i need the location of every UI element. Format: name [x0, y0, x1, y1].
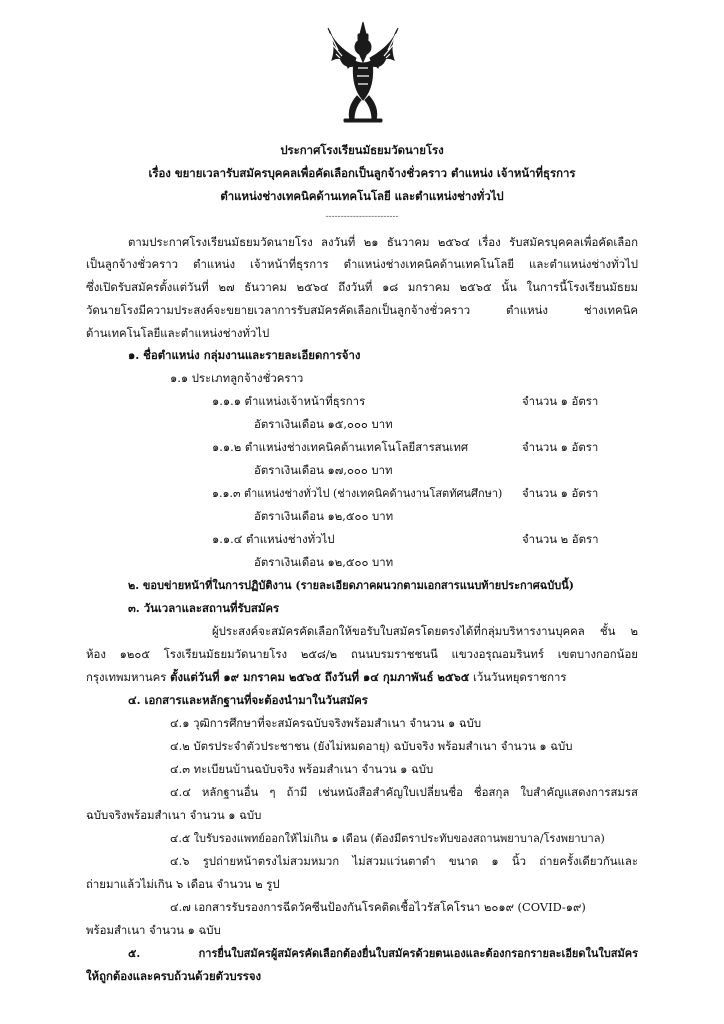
- intro-line: วัดนายโรงมีความประสงค์จะขยายเวลาการรับสมัครคัดเลือกเป็นลูกจ้างชั่วคราว ตำแหน่ง ช่างเทคนิค: [86, 303, 638, 317]
- section-3-line: ผู้ประสงค์จะสมัครคัดเลือกให้ขอรับใบสมัครโดยตรงได้ที่กลุ่มบริหารงานบุคคล ชั้น ๒: [212, 624, 638, 638]
- intro-line: ซึ่งเปิดรับสมัครตั้งแต่วันที่ ๒๗ ธันวาคม ๒๕๖๔ ถึงวันที่ ๑๘ มกราคม ๒๕๖๕ นั้น ในการนี้โรงเรียนมัธยม: [86, 280, 638, 294]
- intro-line: ด้านเทคโนโลยีและตำแหน่งช่างทั่วไป: [86, 326, 270, 340]
- section-3-date-range: ตั้งแต่วันที่ ๑๙ มกราคม ๒๕๖๕ ถึงวันที่ ๑๔ กุมภาพันธ์ ๒๕๖๕: [170, 670, 470, 684]
- section-4-item: พร้อมสำเนา จำนวน ๑ ฉบับ: [86, 923, 221, 937]
- section-4-item: ๔.๕ ใบรับรองแพทย์ออกให้ไม่เกิน ๑ เดือน (ต้องมีตราประทับของสถานพยาบาล/โรงพยาบาล): [170, 832, 605, 845]
- position-count: จำนวน ๑ อัตรา: [522, 394, 599, 408]
- section-5-line-2: ให้ถูกต้องและครบถ้วนด้วยตัวบรรจง: [86, 969, 262, 983]
- position-title: ๑.๑.๑ ตำแหน่งเจ้าหน้าที่ธุรการ: [212, 394, 366, 408]
- position-title: ๑.๑.๔ ตำแหน่งช่างทั่วไป: [212, 532, 335, 546]
- position-salary: อัตราเงินเดือน ๑๒,๕๐๐ บาท: [254, 555, 394, 569]
- heading-line-3: ตำแหน่งช่างเทคนิคด้านเทคโนโลยี และตำแหน่งช่างทั่วไป: [220, 189, 504, 203]
- position-title: ๑.๑.๒ ตำแหน่งช่างเทคนิคด้านเทคโนโลยีสารสนเทศ: [212, 440, 469, 454]
- section-5-line-1: ๕. การยื่นใบสมัครผู้สมัครคัดเลือกต้องยื่นใบสมัครด้วยตนเองและต้องกรอกรายละเอียดในใบสมัคร: [128, 947, 638, 960]
- heading-line-1: ประกาศโรงเรียนมัธยมวัดนายโรง: [280, 143, 444, 157]
- position-salary: อัตราเงินเดือน ๑๕,๐๐๐ บาท: [254, 417, 393, 431]
- intro-line: เป็นลูกจ้างชั่วคราว ตำแหน่ง เจ้าหน้าที่ธุรการ ตำแหน่งช่างเทคนิคด้านเทคโนโลยี และตำแหน่งช่างทั่วไป: [86, 257, 638, 271]
- section-3-last-prefix: กรุงเทพมหานคร: [86, 670, 167, 684]
- section-4-item: ๔.๒ บัตรประจำตัวประชาชน (ยังไม่หมดอายุ) ฉบับจริง พร้อมสำเนา จำนวน ๑ ฉบับ: [170, 739, 573, 753]
- section-3-last-suffix: เว้นวันหยุดราชการ: [472, 670, 567, 684]
- section-4-item: ๔.๔ หลักฐานอื่น ๆ ถ้ามี เช่นหนังสือสำคัญใบเปลี่ยนชื่อ ชื่อสกุล ใบสำคัญแสดงการสมรส: [170, 785, 638, 799]
- section-3-title: ๓. วันเวลาและสถานที่รับสมัคร: [128, 601, 280, 615]
- section-3-line: ห้อง ๑๒๐๕ โรงเรียนมัธยมวัดนายโรง ๒๕๘/๒ ถนนบรมราชชนนี แขวงอรุณอมรินทร์ เขตบางกอกน้อย: [86, 647, 638, 661]
- position-salary: อัตราเงินเดือน ๑๒,๕๐๐ บาท: [254, 509, 394, 523]
- section-2-title: ๒. ขอบข่ายหน้าที่ในการปฏิบัติงาน (รายละเอียดภาคผนวกตามเอกสารแนบท้ายประกาศฉบับนี้): [128, 579, 574, 592]
- heading-line-2: เรื่อง ขยายเวลารับสมัครบุคคลเพื่อคัดเลือกเป็นลูกจ้างชั่วคราว ตำแหน่ง เจ้าหน้าที่ธุรการ: [148, 166, 576, 180]
- position-count: จำนวน ๑ อัตรา: [522, 440, 599, 454]
- section-4-item: ๔.๑ วุฒิการศึกษาที่จะสมัครฉบับจริงพร้อมสำเนา จำนวน ๑ ฉบับ: [170, 716, 482, 730]
- position-count: จำนวน ๑ อัตรา: [522, 486, 599, 500]
- section-4-item: ฉบับจริงพร้อมสำเนา จำนวน ๑ ฉบับ: [86, 808, 262, 822]
- position-title: ๑.๑.๓ ตำแหน่งช่างทั่วไป (ช่างเทคนิคด้านงานโสตทัศนศึกษา): [212, 487, 503, 500]
- heading-divider: ------------------------: [325, 212, 399, 222]
- section-4-title: ๔. เอกสารและหลักฐานที่จะต้องนำมาในวันสมัคร: [128, 693, 368, 707]
- section-4-item: ๔.๖ รูปถ่ายหน้าตรงไม่สวมหมวก ไม่สวมแว่นตาดำ ขนาด ๑ นิ้ว ถ่ายครั้งเดียวกันและ: [170, 854, 638, 868]
- section-4-item: ๔.๗ เอกสารรับรองการฉีดวัคซีนป้องกันโรคติดเชื้อไวรัสโคโรนา ๒๐๑๙ (COVID-๑๙): [170, 900, 586, 914]
- section-4-item: ๔.๓ ทะเบียนบ้านฉบับจริง พร้อมสำเนา จำนวน ๑ ฉบับ: [170, 762, 434, 776]
- section-1-subtitle: ๑.๑ ประเภทลูกจ้างชั่วคราว: [170, 371, 304, 385]
- position-salary: อัตราเงินเดือน ๑๗,๐๐๐ บาท: [254, 463, 393, 477]
- intro-line: ตามประกาศโรงเรียนมัธยมวัดนายโรง ลงวันที่ ๒๑ ธันวาคม ๒๕๖๔ เรื่อง รับสมัครบุคคลเพื่อคัดเลือก: [128, 235, 638, 249]
- garuda-emblem-icon: [326, 20, 400, 124]
- position-count: จำนวน ๒ อัตรา: [522, 532, 599, 546]
- section-3-line: [86, 672, 566, 683]
- section-4-item: ถ่ายมาแล้วไม่เกิน ๖ เดือน จำนวน ๒ รูป: [86, 877, 280, 891]
- section-1-title: ๑. ชื่อตำแหน่ง กลุ่มงานและรายละเอียดการจ้าง: [128, 348, 361, 362]
